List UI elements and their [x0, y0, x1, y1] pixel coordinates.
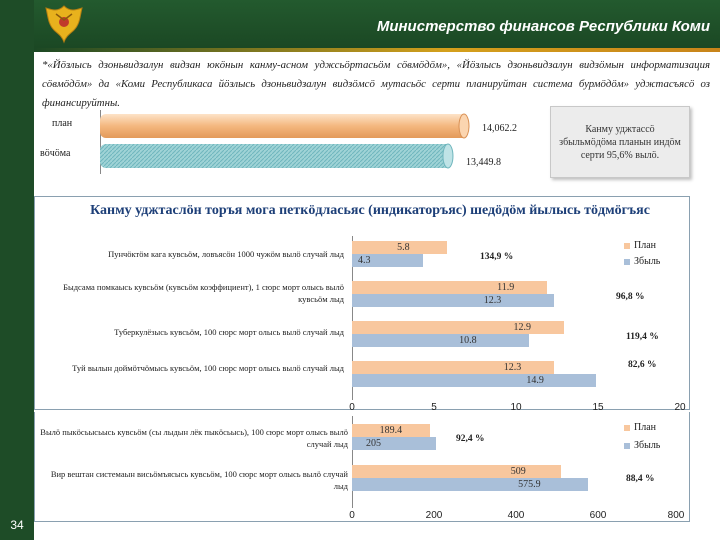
intro-note: *«Йӧзлысь дзоньвидзалун видзан юкӧнын канму-асном уджсьӧртасьӧм сӧвмӧдӧм», «Йӧзлысь дзоньвидзалун видзӧмын информатизация сӧвмӧдӧм» да «Коми Республикаса йӧзлысь дзоньвидзалун видзӧмсӧ мутасьӧс серти планируйтан система бурмӧдӧм» уджтасъясӧ оз финансируйтны.: [42, 59, 710, 109]
chart2-category-label: Пунчӧктӧм кага кувсьӧм, ловъясӧн 1000 чужӧм вылӧ случай лыд: [108, 249, 344, 259]
chart3-tick-label: 800: [667, 510, 685, 521]
chart3-bar-fact: [352, 478, 588, 491]
chart3-legend-fact: Збыль: [624, 440, 660, 451]
chart3-tick-label: 400: [507, 510, 525, 521]
chart3-legend-plan: План: [624, 422, 656, 433]
header-bar: [34, 0, 720, 48]
ministry-title: Министерство финансов Республики Коми: [376, 18, 710, 35]
chart2-bar-fact: [352, 374, 596, 387]
chart2-tick-label: 15: [592, 402, 604, 413]
chart3-bar-fact: [352, 437, 436, 450]
chart2-legend-plan: План: [624, 240, 656, 251]
page-number: 34: [10, 518, 24, 532]
chart2-value-label-fact: 12.3: [483, 295, 502, 306]
chart1-value-label: 13,449.8: [466, 157, 501, 168]
chart2-percent-label: 82,6 %: [628, 360, 657, 370]
chart3-value-label-plan: 509: [510, 466, 526, 477]
chart1-bar-done: [100, 144, 452, 168]
chart2-bar-plan: [352, 321, 564, 334]
chart3-category-label: Вир вештан системаын висьӧмъясысь кувсьӧм, 100 сюрс морт олысь вылӧ случай лыд: [50, 469, 348, 491]
indicators-title: Канму уджтаслӧн торъя мога петкӧдласьяс (индикаторъяс) шедӧдӧм йылысь тӧдмӧгъяс: [90, 203, 650, 218]
chart2-tick-label: 10: [510, 402, 522, 413]
chart1-svg: [100, 110, 480, 174]
chart2-bar-fact: [352, 334, 529, 347]
chart3-value-label-fact: 205: [366, 438, 382, 449]
chart1-category-label: вӧчӧма: [40, 148, 71, 159]
chart3-tick-label: 600: [589, 510, 607, 521]
chart1-bar-cap: [459, 114, 469, 138]
chart2-value-label-fact: 10.8: [459, 335, 477, 346]
left-sidebar-band: [0, 0, 34, 540]
chart1-bar-cap: [443, 144, 453, 168]
chart3-percent-label: 88,4 %: [626, 474, 655, 484]
chart2-category-label: Туй вылын доймӧтчӧмысь кувсьӧм, 100 сюрс морт олысь вылӧ случай лыд: [72, 363, 344, 373]
chart3-value-label-plan: 189.4: [379, 425, 403, 436]
chart2-bar-plan: [352, 361, 554, 374]
chart1-category-label: план: [52, 118, 73, 129]
chart1-value-label: 14,062.2: [482, 123, 517, 134]
chart3-tick-label: 200: [425, 510, 443, 521]
chart3-percent-label: 92,4 %: [456, 434, 485, 444]
chart2-value-label-plan: 12.3: [503, 362, 522, 373]
chart2-category-label: Быдсама помкаысь кувсьӧм (кувсьӧм коэффициент), 1 сюрс морт олысь вылӧ кувсьӧм лыд: [63, 282, 344, 304]
chart2-tick-label: 0: [349, 402, 355, 413]
chart2-tick-label: 5: [431, 402, 437, 413]
chart2-percent-label: 134,9 %: [480, 252, 514, 262]
chart3-value-label-fact: 575.9: [518, 479, 541, 490]
chart3-category-label: Вылӧ пыкӧсьысьысь кувсьӧм (сы лыдын лёк пыкӧсьысь), 100 сюрс морт олысь вылӧ случай лыд: [40, 427, 348, 449]
header-accent-line: [34, 48, 720, 52]
coat-of-arms-logo: [38, 2, 90, 46]
chart2-tick-label: 20: [674, 402, 686, 413]
chart2-value-label-fact: 14.9: [526, 375, 544, 386]
chart2-value-label-plan: 12.9: [513, 322, 532, 333]
chart1-bar-plan: [100, 114, 468, 138]
chart3-tick-label: 0: [349, 510, 355, 521]
chart2-bar-fact: [352, 294, 554, 307]
execution-callout: Канму уджтассӧ збыльмӧдӧма планын индӧм серти 95,6% вылӧ.: [550, 106, 690, 178]
chart2-category-label: Туберкулёзысь кувсьӧм, 100 сюрс морт олысь вылӧ случай лыд: [114, 327, 344, 337]
chart2-value-label-plan: 11.9: [497, 282, 515, 293]
chart2-percent-label: 96,8 %: [616, 292, 645, 302]
chart2-value-label-fact: 4.3: [358, 255, 371, 266]
chart3-bar-plan: [352, 465, 561, 478]
chart2-bar-plan: [352, 281, 547, 294]
chart2-percent-label: 119,4 %: [626, 332, 659, 342]
chart2-value-label-plan: 5.8: [397, 242, 410, 253]
chart2-legend-fact: Збыль: [624, 256, 660, 267]
